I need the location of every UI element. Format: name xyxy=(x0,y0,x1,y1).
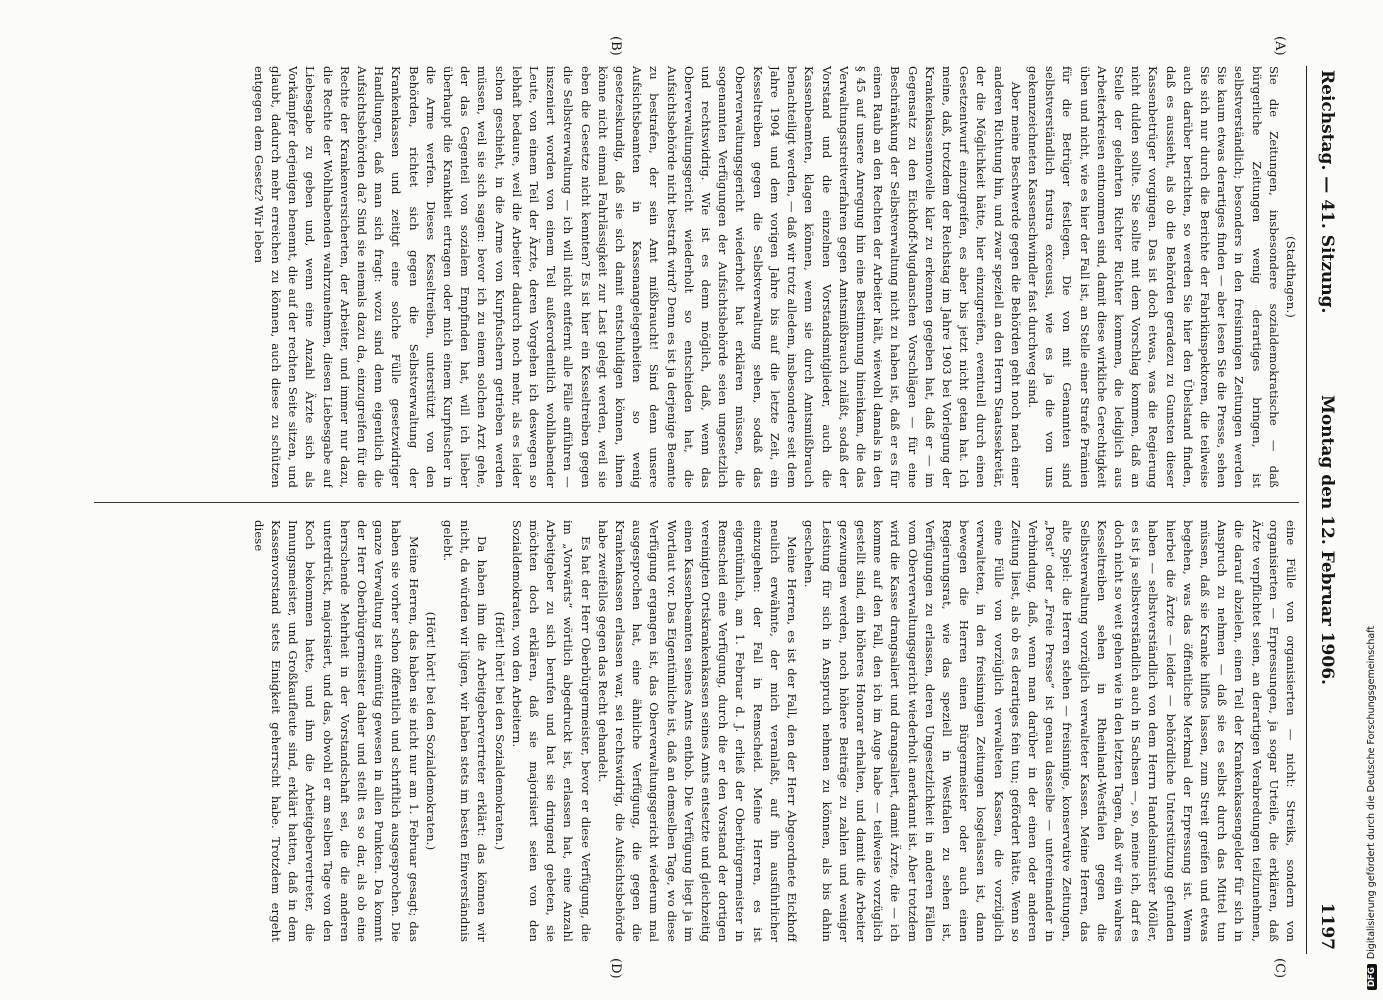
right-column xyxy=(94,520,1299,942)
paragraph: Meine Herren, das haben sie nicht nur am 1. Februar gesagt; das haben sie vorher schon öffentlich und schriftlich ausgesprochen. Die ganze Verwaltung ist einmütig gewesen in allen Punkten. Da kommt der Herr Oberbürgermeister daher und stellt es so dar, als ob eine herrschende Mehrheit in der Vorstandschaft sei, die die anderen unterdrückt, majorisiert, und das, obwohl er am selben Tage von den Koch bekommen hatte, und ihm die Arbeitgebervertreter, die Innungsmeister, und Großkaufleute sind, erklärt hatten, daß in dem Kassenvorstand stets Einigkeit geherrscht habe. Trotzdem ergeht diese xyxy=(251,520,421,942)
paragraph: Sie die Zeitungen, insbesondere sozialdemokratische — daß bürgerliche Zeitungen wenig derartiges bringen, ist selbstverständlich; besonders in den freisinnigen Zeitungen werden Sie kaum etwas derartiges finden — aber lesen Sie die Presse, sehen Sie sich nur durch die Berichte der Fabrikinspektoren, die teilweise auch darüber berichten, so werden Sie hier den Übelstand finden, daß es aussieht, als ob die Behörden geradezu zu Gunsten dieser Kassenbetrüger vorgingen. Das ist doch etwas, was die Regierung nicht dulden sollte. Sie sollte mit dem Vorschlag kommen, daß an Stelle der gelehrten Richter Richter kommen, die lediglich aus Arbeiterkreisen entnommen sind, damit diese wirkliche Gerechtigkeit üben und nicht, wie es hier der Fall ist, an Stelle einer Strafe Prämien für die Betrüger festlegen. Die von mit Genannten sind selbstverständlich frustra exceussi, wie es ja die von uns gekennzeichneten Kassenschwindler fast durchweg sind. xyxy=(1025,66,1281,488)
dfg-logo-icon: DFG xyxy=(1367,964,1377,990)
speaker-name: (Stadthagen.) xyxy=(1284,236,1298,318)
header-rule xyxy=(1306,66,1307,954)
header-session: Reichstag. — 41. Sitzung. xyxy=(1317,70,1337,314)
margin-marker-b: (B) xyxy=(608,36,623,56)
paragraph: Aber meine Beschwerde gegen die Behörden geht noch nach einer anderen Richtung hin, und zwar speziell an den Herrn Staatssekretär, der die Möglichkeit hätte, hier einzugreifen, eventuell durch einen Gesetzentwurf einzugreifen, es aber bis jetzt nicht getan hat. Ich meine, daß, trotzdem der Reichstag im Jahre 1903 bei Vorlegung der Krankenkassennovelle klar zu erkennen gegeben hat, daß er — im Gegensatz zu den Eickhoff-Mugdanschen Vorschlägen — für eine Beschränkung der Selbstverwaltung nicht zu haben ist, daß er es für einen Raub an den Rechten der Arbeiter hält, wiewohl damals in den § 45 auf unsere Anregung hin eine Bestimmung hineinkam, die das Verwaltungsstreitverfahren gegen Amtsmißbrauch zuläßt, sodaß der Vorstand und die einzelnen Vorstandsmitglieder, auch die Kassenbeamten, klagen können, wenn sie durch Amtsmißbrauch benachteiligt werden, — daß wir trotz alledem, insbesondere seit dem Jahre 1904 und dem vorigen Jahre bis auf die letzte Zeit, ein Kesseltreiben gegen die Selbstverwaltung sehen, sodaß das Oberverwaltungsgericht wiederholt hat erklären müssen, die sogenannten Verfügungen der Aufsichtsbehörde seien ungesetzlich und rechtswidrig. Wie ist es denn möglich, daß, wenn das Oberverwaltungsgericht wiederholt so entschieden hat, die Aufsichtsbehörde nicht bestraft wird? Denn es ist ja derjenige Beamte zu bestrafen, der sein Amt mißbraucht! Sind denn unsere Aufsichtsbeamten in Kassenangelegenheiten so wenig gesetzeskundig, daß sie sich damit entschuldigen können, ihnen könne nicht einmal Fahrlässigkeit zur Last gelegt werden, weil sie eben die Gesetze nicht kennten? Es ist hier ein Kesseltreiben gegen die Selbstverwaltung — ich will nicht entfernt alle Fälle anführen — inszeniert worden von einem Teil außerordentlich wohlhabender Leute, von einem Teil der Ärzte, deren Vorgehen ich deswegen so lebhaft bedaure, weil die Arbeiter dadurch noch mehr, als es leider schon geschieht, in die Arme von Kurpfuschern getrieben werden müssen, weil sie sich sagen: bevor ich zu einem solchen Arzt gehe, der das Gegenteil von sozialem Empfinden hat, will ich lieber überhaupt die Krankheit ertragen oder mich einem Kurpfuscher in die Arme werfen. Dieses Kesseltreiben, unterstützt von den Behörden, richtet sich gegen die Selbstverwaltung der Krankenkassen und zeitigt eine solche Fülle gesetzwidriger Handlungen, daß man sich fragt: wozu sind denn eigentlich die Aufsichtsbehörden da? Sind sie niemals dazu da, einzugreifen für die Rechte der Krankenversicherten, der Arbeiter, und immer nur dazu, die Rechte der Wohlhabenden wahrzunehmen, diesen Liebesgabe auf Liebesgabe zu geben und, wenn eine Anzahl Ärzte sich als Vorkämpfer derjenigen benennt, die auf der rechten Seite sitzen, und glaubt, dadurch mehr erreichen zu können, auch diese zu schützen entgegen dem Gesetz? Wir leben xyxy=(251,66,1023,488)
paragraph: Es hat der Herr Oberbürgermeister, bevor er diese Verfügung, die im „Vorwärts“ wörtlich abgedruckt ist, erlassen hat, eine Anzahl Arbeitgeber zu sich berufen und hat sie dringend gebeten, sie möchten doch erklären, daß sie majorisiert seien von den Sozialdemokraten, von den Arbeitern. xyxy=(509,520,593,942)
paragraph: Meine Herren, es ist der Fall, den der Herr Abgeordnete Eickhoff neulich erwähnte, der mich veranlaßt, auf ihn ausführlicher einzugehen: der Fall in Remscheid. Meine Herren, es ist eigentümlich, am 1. Februar d. J. erließ der Oberbürgermeister in Remscheid eine Verfügung, durch die er den Vorstand der dortigen vereinigten Ortskrankenkassen seines Amts entsetzte und gleichzeitig einen Kassenbeamten seines Amts enthob. Die Verfügung liegt ja im Wortlaut vor. Das Eigentümliche ist, daß an demselben Tage, wo diese Verfügung ergangen ist, das Oberverwaltungsgericht wiederum mal ausgesprochen hat, eine ähnliche Verfügung, die gegen die Krankenkassen erlassen war, sei rechtswidrig, die Aufsichtsbehörde habe zweifellos gegen das Recht gehandelt. xyxy=(595,520,800,942)
page-number: 1197 xyxy=(1317,902,1337,950)
digitization-credit-text: Digitalisierung gefördert durch die Deutsche Forschungsgemeinschaft xyxy=(1366,625,1377,960)
interjection: (Hört! hört! bei den Sozialdemokraten.) xyxy=(492,611,507,851)
interjection: (Hört! hört! bei den Sozialdemokraten.) xyxy=(423,611,438,851)
margin-marker-c: (C) xyxy=(1272,958,1287,979)
left-column xyxy=(94,66,1299,488)
paragraph: eine Fülle von organisierten — nicht: Streiks, sondern von organisierten — Erpressungen, ja sogar Urteile, die erklären, daß Ärzte verpflichtet seien, an derartigen Verabredungen teilzunehmen, die darauf abzielen, einen Teil der Krankenkassengelder für sich in Anspruch zu nehmen — daß sie es selbst durch das Mittel tun müssen, daß sie Kranke hilflos lassen, zum Streit greifen und etwas begehen, was das öffentliche Merkmal der Erpressung ist. Wenn hierbei die Ärzte — leider — behördliche Unterstützung gefunden haben — selbstverständlich von dem Herrn Handelsminister Möller, es ist ja selbstverständlich auch in Sachsen —, so, meine ich, darf es doch nicht so weit gehen wie in den letzten Tagen, daß wir ein wahres Kesseltreiben sehen in Rheinland-Westfalen gegen die Selbstverwaltung vorzüglich verwalteter Kassen. Meine Herren, das alte Spiel: die Herren stehen — freisinnige, konservative Zeitungen, „Post“ oder „Freie Presse“ ist genau dasselbe — untereinander in Verbindung, daß, wenn man darüber in der einen oder anderen Zeitung liest, als ob es derartiges fein tun; gefördert hätte. Wenn so eine Fülle von vorzüglich verwalteten Kassen, die vorzüglich verwalteten, in den freisinnigen Zeitungen losgelassen ist, dann bewegen die Herren einen Bürgermeister oder auch einen Regierungsrat, wie das speziell in Westfalen zu sehen ist, Verfügungen zu erlassen, deren Ungesetzlichkeit in anderen Fällen vom Oberverwaltungsgericht wiederholt anerkannt ist. Aber trotzdem wird die Kasse drangsaliert und drangsaliert, damit Ärzte, die — ich komme auf den Fall, den ich im Auge habe — teilweise vorzüglich gestellt sind, ein höheres Honorar erhalten, und damit die Arbeiter gezwungen werden, noch höhere Beiträge zu zahlen und weniger Leistung für sich in Anspruch nehmen zu können, als bis dahin geschehen. xyxy=(802,520,1298,942)
page-header xyxy=(1313,70,1343,950)
digitization-credit xyxy=(1366,626,1377,990)
paragraph: Da haben ihm die Arbeitgebervertreter erklärt: das können wir nicht, da würden wir lügen, wir haben stets im besten Einverständnis gelebt. xyxy=(441,520,490,942)
column-divider xyxy=(94,502,1299,503)
margin-marker-a: (A) xyxy=(1272,36,1287,56)
header-date: Montag den 12. Februar 1906. xyxy=(1317,395,1337,685)
margin-marker-d: (D) xyxy=(608,958,623,979)
